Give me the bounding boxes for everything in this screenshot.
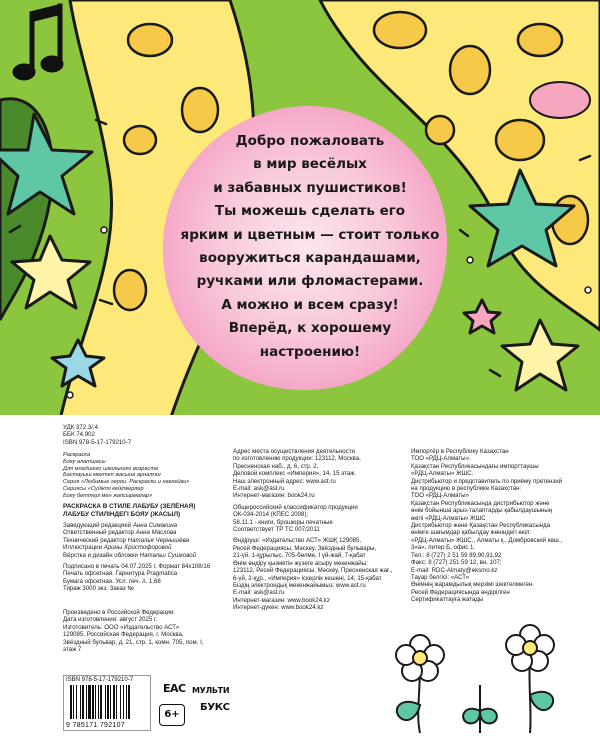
info-line: Қазақстан Республикасындағы импорттаушы — [411, 462, 539, 470]
info-line: Дистрибьютор және Қазақстан Республикасында — [411, 522, 551, 530]
credit-line: Вёрстка и дизайн обложки Натальи Сушковой — [63, 551, 197, 559]
age-rating-text: 6+ — [164, 709, 180, 720]
info-line: 6-үй, 2-құр., «Империя» іскерлік кешені, 14, 15-қабат. — [233, 574, 383, 582]
welcome-line: ярким и цветным — стоит только — [180, 226, 440, 243]
production-line: Произведено в Российской Федерации. — [63, 609, 176, 616]
credits-block — [63, 522, 196, 559]
info-line: Адрес места осуществления деятельности — [233, 448, 355, 455]
info-line: 3«а», литер Б, офис 1. — [411, 544, 476, 552]
info-line: өнімге шағымдар қабылдау жөніндегі өкіл: — [411, 529, 532, 537]
info-line: Өнімнің жарамдылық мерзімі шектелмеген. — [411, 581, 534, 589]
info-line: на продукцию в республике Казахстан: — [411, 485, 522, 493]
info-line: Интернет-дүкен: www.book24.kz — [233, 604, 324, 612]
barcode-bars — [68, 685, 148, 721]
annotation-line: Бояу алатшасы — [63, 458, 106, 465]
info-line: өнім бойынша арыз-талаптарды қабылдаушының — [411, 507, 553, 515]
production-line: этаж 7 — [63, 646, 82, 654]
credit-line: Технический редактор Наталья Чернышёва — [63, 536, 190, 544]
barcode-bar — [116, 685, 117, 719]
barcode-bar — [100, 685, 102, 719]
welcome-text — [180, 130, 440, 364]
print-line: Подписано в печать 04.07.2025 г. Формат 84x108/16 — [63, 563, 211, 570]
bbk-code: ББК 74.902 — [63, 431, 95, 439]
barcode-bar — [98, 685, 99, 719]
annotation-line: Сериясы «Сүйікті кейіпкерлер — [63, 485, 144, 492]
barcode-bar — [113, 685, 115, 719]
print-line: Бумага офсетная. Усл. печ. л. 1,68 — [63, 577, 161, 585]
info-line: ТОО «РДЦ-Алматы». — [411, 455, 471, 463]
logo-line-bottom: БУКС — [200, 702, 230, 713]
title-line-ru: РАСКРАСКА В СТИЛЕ ЛАБУБУ (ЗЕЛЁНАЯ) — [63, 503, 196, 510]
barcode-bar — [110, 685, 111, 719]
welcome-line: Вперёд, к хорошему — [228, 320, 392, 337]
barcode-bar — [80, 685, 81, 719]
barcode-bar — [120, 685, 121, 719]
production-line: 129085, Российская Федерация, г. Москва, — [63, 631, 184, 639]
production-line: Изготовитель: ООО «Издательство АСТ» — [63, 623, 180, 631]
age-rating-badge — [159, 704, 185, 726]
barcode-bar — [95, 685, 96, 719]
info-line: Деловой комплекс «Империя», 14, 15 этаж. — [233, 470, 357, 478]
info-line: E-mail: ask@ast.ru — [233, 485, 285, 493]
annotation-line: Раскраска — [63, 452, 91, 458]
info-line: Қазақстан Республикасында дистрибьютор және — [411, 499, 550, 507]
barcode-bar — [70, 685, 72, 719]
welcome-line: и забавных пушистиков! — [213, 179, 407, 196]
welcome-line: Добро пожаловать — [235, 133, 385, 149]
publisher-info-column — [233, 448, 393, 612]
info-line: Біздің электрондық мекенжайымыз: www.ast.ru — [233, 581, 366, 589]
info-line: Дистрибьютор и представитель по приёму претензий — [411, 477, 563, 485]
welcome-line: А можно и всем сразу! — [221, 296, 399, 313]
credit-line: Ответственный редактор Анна Маслова — [63, 529, 177, 537]
isbn-code: ISBN 978-5-17-179210-7 — [63, 438, 132, 446]
annotation-block — [63, 452, 190, 500]
title-line-kz: ЛАБУБУ СТИЛІНДЕГІ БОЯУ (ЖАСЫЛ) — [63, 511, 181, 518]
info-line: Сертификаттауға жатады — [411, 596, 484, 604]
info-line: «РДЦ-Алматы» ЖШС. — [411, 470, 474, 478]
info-line: 21-үй, 1-құрылыс, 705-бөлме, I үй-жай, 7-қабат — [233, 552, 366, 560]
production-line: Дата изготовления: август 2025 г. — [63, 616, 158, 624]
info-line: Соответствует ТР ТС 007/2011 — [233, 526, 320, 534]
print-line: Тираж 3000 экз. Заказ № — [63, 585, 134, 593]
info-line: «РДЦ-Алматы» ЖШС., Алматы қ., Домбровский көш., — [411, 536, 563, 544]
print-specs — [63, 563, 210, 593]
print-line: Печать офсетная. Гарнитура Pragmatica — [63, 570, 178, 578]
welcome-line: Ты можешь сделать его — [214, 203, 406, 220]
barcode-bar — [92, 685, 94, 719]
welcome-line: ручками или фломастерами. — [196, 273, 424, 290]
barcode-bar — [88, 685, 91, 719]
credit-line: Иллюстрации Арины Христофоровой — [63, 544, 172, 552]
info-line: E-mail: RDC-Almaty@eksmo.kz — [411, 566, 498, 574]
annotation-line: Серия «Любимые герои. Раскраски и наклейки» — [63, 479, 190, 486]
info-line: Факс: 8 (727) 251 59 12, вн. 107; — [411, 559, 502, 567]
publisher-logo — [192, 684, 228, 724]
barcode-bar — [73, 685, 74, 719]
welcome-line: настроению! — [259, 343, 361, 360]
barcode-bar — [76, 685, 77, 719]
barcode-bar — [82, 685, 84, 719]
distributor-info-column — [411, 448, 562, 604]
info-line: по изготовлению продукции: 123112, Москва, — [233, 455, 361, 463]
info-line: E-mail: ask@ast.ru — [233, 589, 285, 597]
barcode-bar — [128, 685, 130, 719]
udk-code: УДК 372.3/.4 — [63, 424, 98, 431]
barcode-bar — [107, 685, 109, 719]
annotation-line: Бастауыш мектеп жасына арналған — [63, 472, 161, 479]
welcome-line: вооружиться карандашами, — [199, 250, 421, 267]
barcode-bar — [105, 685, 106, 719]
info-line: Ресей Федерациясы, Мәскеу, Звёздный бульвары, — [233, 544, 377, 552]
info-line: Интернет-магазин: www.book24.kz — [233, 596, 330, 604]
barcode-isbn-label: ISBN 978-5-17-179210-7 — [66, 677, 134, 683]
annotation-line: Бояу беттері мен жапсырмалар» — [63, 492, 153, 499]
info-line: өкілі «РДЦ-Алматы» ЖШС — [411, 514, 486, 522]
info-line: Тауар белгісі: «АСТ» — [411, 573, 470, 581]
eac-mark: EAC — [163, 682, 186, 695]
info-line: Ресей Федерациясында өндірілген — [411, 588, 510, 596]
welcome-line: в мир весёлых — [253, 156, 367, 173]
info-line: ОК-034-2014 (КПЕС 2008); — [233, 511, 309, 519]
production-line: Звёздный бульвар, д. 21, стр. 1, комн. 705, пом. I, — [63, 638, 204, 646]
classification-block — [63, 424, 131, 446]
info-line: Интернет-магазин: book24.ru — [233, 492, 315, 500]
logo-line-top: МУЛЬТИ — [192, 686, 230, 695]
barcode-bar — [123, 685, 124, 719]
flower-illustration — [380, 615, 580, 735]
info-line: ТОО «РДЦ-Алматы» — [411, 492, 469, 500]
production-block — [63, 609, 203, 653]
info-line: Тел.: 8 (727) 2 51 59 89,90,91,92 — [411, 551, 502, 559]
annotation-line: Для младшего школьного возраста — [63, 465, 159, 472]
info-line: Импортёр в Республику Казахстан — [411, 448, 509, 455]
info-line: Өнім өндіру қызметін жүзеге асыру мекенжайы: — [233, 559, 368, 567]
info-line: 123112, Ресей Федерациясы, Мәскеу, Пресненская жағ., — [233, 567, 393, 575]
info-line: Пресненская наб., д. 6, стр. 2, — [233, 462, 319, 470]
credit-line: Заведующий редакцией Анна Симакина — [63, 522, 178, 529]
info-line: Наш электронный адрес: www.ast.ru — [233, 477, 336, 485]
barcode-bar — [126, 685, 127, 719]
barcode-bar — [86, 685, 87, 719]
info-line: Өндіруші: «Издательство АСТ» ЖШҚ 129085, — [233, 537, 362, 545]
book-title — [63, 503, 195, 519]
info-line: Общероссийский классификатор продукции — [233, 503, 358, 511]
info-line: 58.11.1 - книги, брошюры печатные — [233, 518, 333, 526]
barcode-digits: 9 785171 792107 — [66, 722, 125, 729]
